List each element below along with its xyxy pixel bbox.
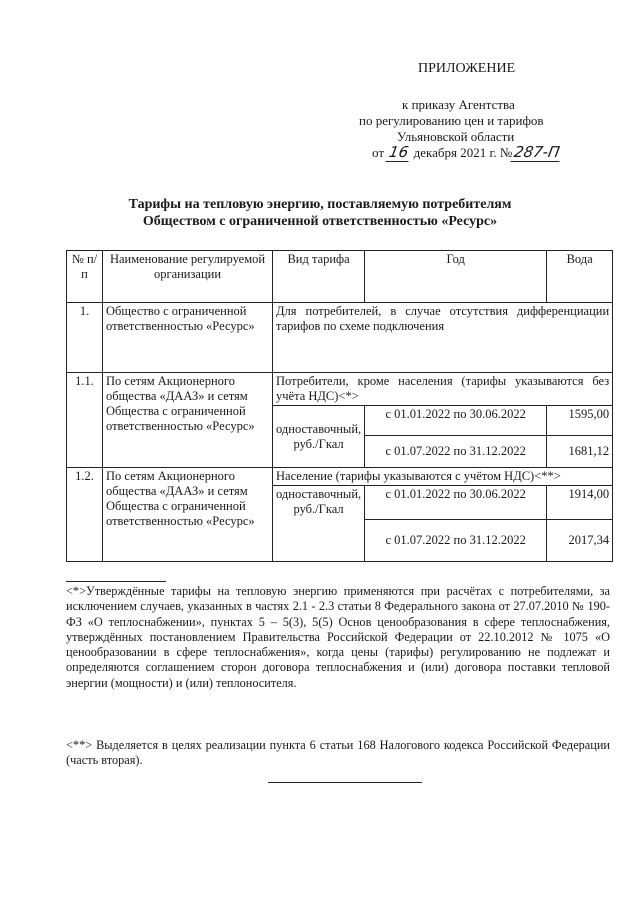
row1-organization: Общество с ограниченной ответственностью «Ресурс» <box>103 303 273 373</box>
row11-period-2: с 01.07.2022 по 31.12.2022 <box>365 436 547 468</box>
row12-tariff-kind: одноставочный, руб./Гкал <box>273 486 365 562</box>
document-title-line-2: Обществом с ограниченной ответственностью «Ресурс» <box>142 214 498 229</box>
footnote-2: <**> Выделяется в целях реализации пункта 6 статьи 168 Налогового кодекса Российской Федерации (часть вторая). <box>66 738 610 768</box>
row1-num: 1. <box>67 303 103 373</box>
row12-organization: По сетям Акционерного общества «ДААЗ» и сетям Общества с ограниченной ответственностью «Ресурс» <box>103 468 273 562</box>
table-header-row <box>67 251 613 303</box>
order-line-1: к приказу Агентства <box>402 97 515 112</box>
header-num: № п/п <box>67 251 103 303</box>
appendix-title: ПРИЛОЖЕНИЕ <box>418 61 516 76</box>
row11-group: Потребители, кроме населения (тарифы указываются без учёта НДС)<*> <box>273 373 613 406</box>
order-date-line <box>372 144 562 162</box>
footnote-separator <box>66 581 166 582</box>
order-line-2: по регулированию цен и тарифов <box>359 113 544 128</box>
row11-value-1: 1595,00 <box>547 406 613 436</box>
row12-period-2: с 01.07.2022 по 31.12.2022 <box>365 520 547 562</box>
header-tariff-kind: Вид тарифа <box>273 251 365 303</box>
row12-num: 1.2. <box>67 468 103 562</box>
row11-value-2: 1681,12 <box>547 436 613 468</box>
table-row <box>67 373 613 406</box>
order-number-handwritten: 287-П <box>511 144 564 162</box>
row1-note: Для потребителей, в случае отсутствия дифференциации тарифов по схеме подключения <box>273 303 613 373</box>
date-rest: декабря 2021 г. № <box>413 145 513 160</box>
table-row <box>67 303 613 373</box>
row12-value-1: 1914,00 <box>547 486 613 520</box>
document-title-line-1: Тарифы на тепловую энергию, поставляемую потребителям <box>128 197 512 212</box>
date-day-handwritten: 16 <box>386 144 412 162</box>
row12-group: Население (тарифы указываются с учётом НДС)<**> <box>273 468 613 486</box>
row12-period-1: с 01.01.2022 по 30.06.2022 <box>365 486 547 520</box>
closing-rule <box>268 782 422 783</box>
row11-period-1: с 01.01.2022 по 30.06.2022 <box>365 406 547 436</box>
row11-num: 1.1. <box>67 373 103 468</box>
row11-organization: По сетям Акционерного общества «ДААЗ» и сетям Общества с ограниченной ответственностью «Ресурс» <box>103 373 273 468</box>
order-line-3: Ульяновской области <box>397 129 515 144</box>
header-water: Вода <box>547 251 613 303</box>
header-year: Год <box>365 251 547 303</box>
row12-value-2: 2017,34 <box>547 520 613 562</box>
date-prefix: от <box>372 145 385 160</box>
footnote-1: <*>Утверждённые тарифы на тепловую энергию применяются при расчётах с потребителями, за исключением случаев, указанных в частях 2.1 - 2.3 статьи 8 Федерального закона от 27.07.2010 № 190-ФЗ «О теплоснабжении», пунктах 5 – 5(3), 5(5) Основ ценообразования в сфере теплоснабжения, утверждённых постановлением Правительства Российской Федерации от 22.10.2012 № 1075 «О ценообразовании в сфере теплоснабжения», когда цены (тарифы) регулированию не подлежат и определяются соглашением сторон договора теплоснабжения и (или) договора поставки тепловой энергии (мощности) и (или) теплоносителя. <box>66 584 610 690</box>
table-row <box>67 468 613 486</box>
row11-tariff-kind: одноставочный, руб./Гкал <box>273 406 365 468</box>
header-organization: Наименование регулируемой организации <box>103 251 273 303</box>
tariff-table <box>66 250 613 562</box>
